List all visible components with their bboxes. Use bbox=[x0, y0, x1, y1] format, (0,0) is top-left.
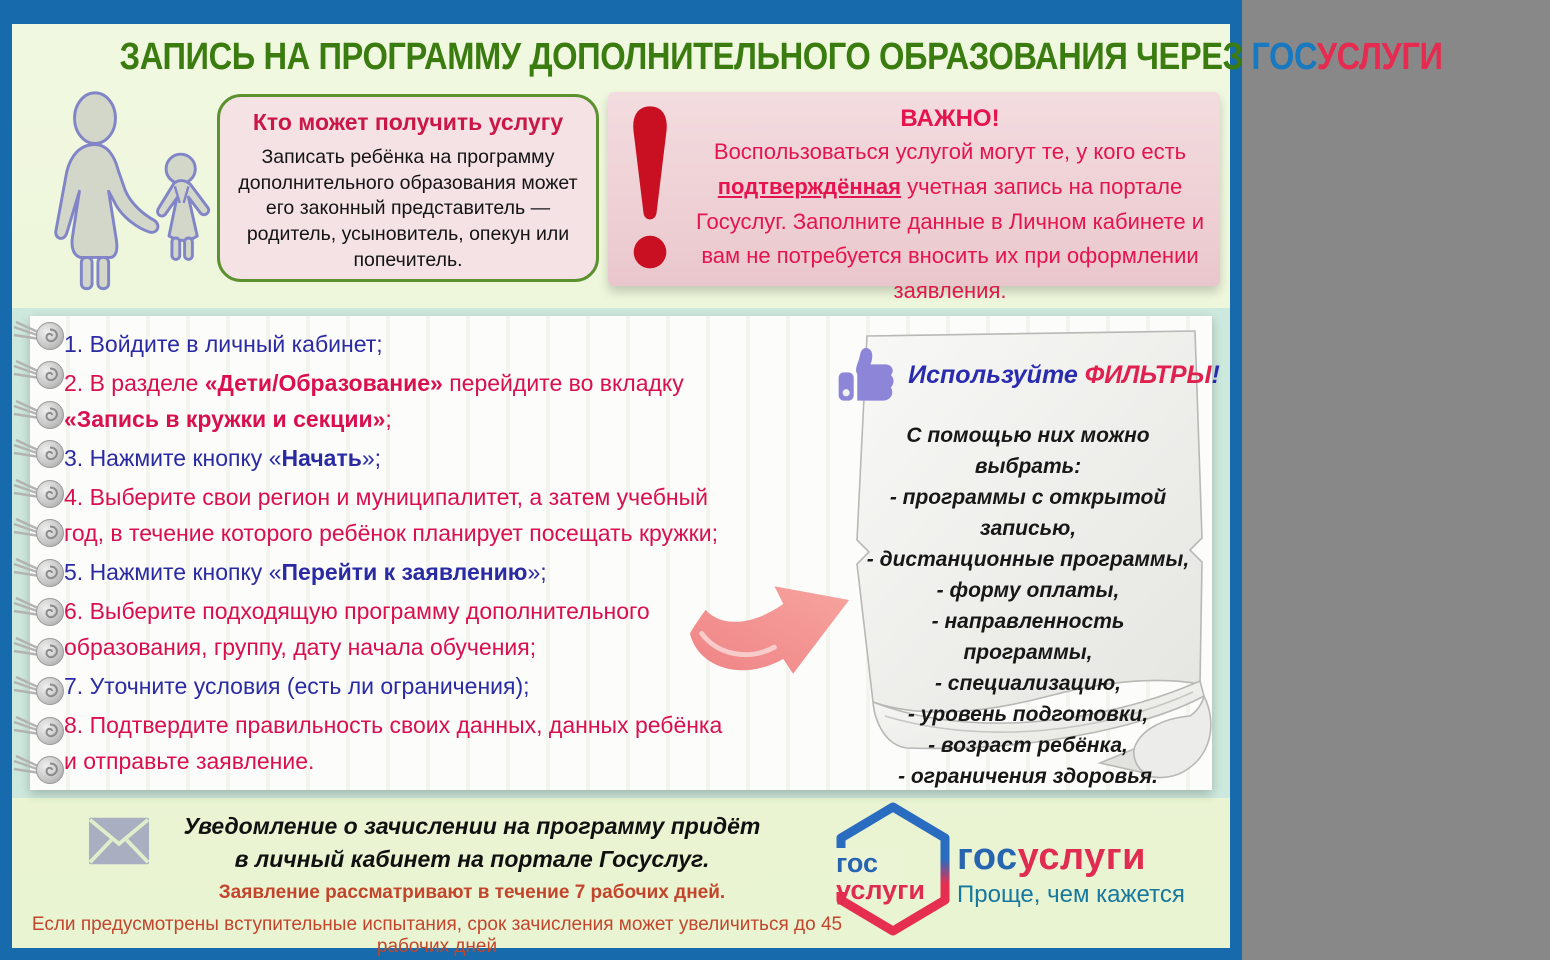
important-content bbox=[694, 92, 1206, 309]
notification-line2: в личный кабинет на портале Госуслуг. bbox=[234, 845, 710, 872]
spiral-ring-icon bbox=[12, 557, 68, 589]
filters-header bbox=[859, 342, 1220, 408]
filters-panel bbox=[845, 326, 1220, 796]
notification-text bbox=[152, 810, 792, 875]
who-box-body: Записать ребёнка на программу дополнительного образования может его законный представитель — родитель, усыновитель, опекун или попечитель. bbox=[238, 146, 578, 271]
spiral-ring-icon bbox=[12, 478, 68, 510]
step-item: 5. Нажмите кнопку «Перейти к заявлению»; bbox=[64, 559, 547, 585]
gosuslugi-wordmark bbox=[957, 836, 1185, 909]
filter-item: - возраст ребёнка, bbox=[928, 734, 1128, 757]
filters-title-excl: ! bbox=[1211, 360, 1220, 389]
filter-item: - ограничения здоровья. bbox=[898, 765, 1158, 788]
filter-item: - форму оплаты, bbox=[936, 579, 1120, 602]
filter-item: - программы с открытой записью, bbox=[889, 486, 1167, 540]
spiral-binding bbox=[12, 320, 70, 786]
important-heading: ВАЖНО! bbox=[900, 105, 1000, 132]
filter-item: - дистанционные программы, bbox=[866, 548, 1190, 571]
filter-item: - направленность программы, bbox=[931, 610, 1125, 664]
spiral-ring-icon bbox=[12, 754, 68, 786]
spiral-ring-icon bbox=[12, 675, 68, 707]
envelope-icon bbox=[88, 816, 150, 866]
step-item: 8. Подтвердите правильность своих данных, данных ребёнка и отправьте заявление. bbox=[64, 712, 723, 774]
spiral-ring-icon bbox=[12, 715, 68, 747]
page-title bbox=[12, 36, 1443, 79]
logo-badge-top: гос bbox=[836, 848, 879, 878]
spiral-ring-icon bbox=[12, 399, 68, 431]
thumbs-up-icon bbox=[836, 346, 898, 404]
step-item: 6. Выберите подходящую программу дополнительного образования, группу, дату начала обучения; bbox=[64, 598, 650, 660]
important-text-after: учетная запись на портале Госуслуг. Заполните данные в Личном кабинете и вам не потребуется вносить их при оформлении заявления. bbox=[696, 173, 1204, 303]
extended-note: Если предусмотрены вступительные испытания, срок зачисления может увеличиться до 45 рабочих дней bbox=[31, 914, 843, 957]
title-uslugi: УСЛУГИ bbox=[1316, 36, 1443, 78]
who-box-heading: Кто может получить услугу bbox=[252, 109, 564, 135]
exclamation-icon bbox=[622, 102, 678, 276]
filters-intro: С помощью них можно выбрать: bbox=[906, 424, 1150, 478]
step-item: 7. Уточните условия (есть ли ограничения); bbox=[64, 673, 530, 699]
who-can-get-service-box bbox=[217, 94, 599, 282]
filter-item: - уровень подготовки, bbox=[907, 703, 1149, 726]
filters-title-blue: Используйте bbox=[908, 360, 1085, 389]
filters-items bbox=[865, 482, 1191, 792]
spiral-ring-icon bbox=[12, 320, 68, 352]
spiral-ring-icon bbox=[12, 359, 68, 391]
title-gos: ГОС bbox=[1251, 36, 1317, 78]
spiral-ring-icon bbox=[12, 438, 68, 470]
gosuslugi-logo-icon bbox=[833, 800, 953, 938]
important-notice-box bbox=[608, 92, 1220, 303]
important-body bbox=[694, 135, 1206, 309]
filters-body bbox=[865, 420, 1191, 792]
logo-badge-bottom: услуги bbox=[836, 875, 926, 905]
important-text-before: Воспользоваться услугой могут те, у кого есть bbox=[713, 139, 1187, 164]
step-item: 2. В разделе «Дети/Образование» перейдите во вкладку «Запись в кружки и секции»; bbox=[64, 370, 684, 432]
title-main: ЗАПИСЬ НА ПРОГРАММУ ДОПОЛНИТЕЛЬНОГО ОБРАЗОВАНИЯ ЧЕРЕЗ bbox=[119, 36, 1252, 78]
logo-word-red: услуги bbox=[1017, 836, 1146, 878]
step-item: 1. Войдите в личный кабинет; bbox=[64, 331, 383, 357]
family-icon bbox=[34, 88, 230, 312]
poster-background bbox=[12, 24, 1443, 957]
step-item: 3. Нажмите кнопку «Начать»; bbox=[64, 445, 382, 471]
spiral-ring-icon bbox=[12, 596, 68, 628]
filters-title-red: ФИЛЬТРЫ bbox=[1084, 360, 1212, 389]
review-note: Заявление рассматривают в течение 7 рабочих дней. bbox=[218, 882, 726, 903]
filters-title bbox=[908, 361, 1220, 390]
step-item: 4. Выберите свои регион и муниципалитет, а затем учебный год, в течение которого ребёнок планирует посещать кружки; bbox=[64, 484, 718, 546]
curved-arrow-icon bbox=[684, 572, 856, 686]
logo-word-blue: гос bbox=[957, 836, 1018, 878]
spiral-ring-icon bbox=[12, 517, 68, 549]
logo-tagline: Проще, чем кажется bbox=[957, 881, 1185, 908]
spiral-ring-icon bbox=[12, 636, 68, 668]
important-text-underlined: подтверждённая bbox=[717, 173, 902, 199]
notification-line1: Уведомление о зачислении на программу придёт bbox=[183, 813, 761, 839]
steps-list bbox=[64, 326, 724, 782]
filter-item: - специализацию, bbox=[934, 672, 1122, 695]
